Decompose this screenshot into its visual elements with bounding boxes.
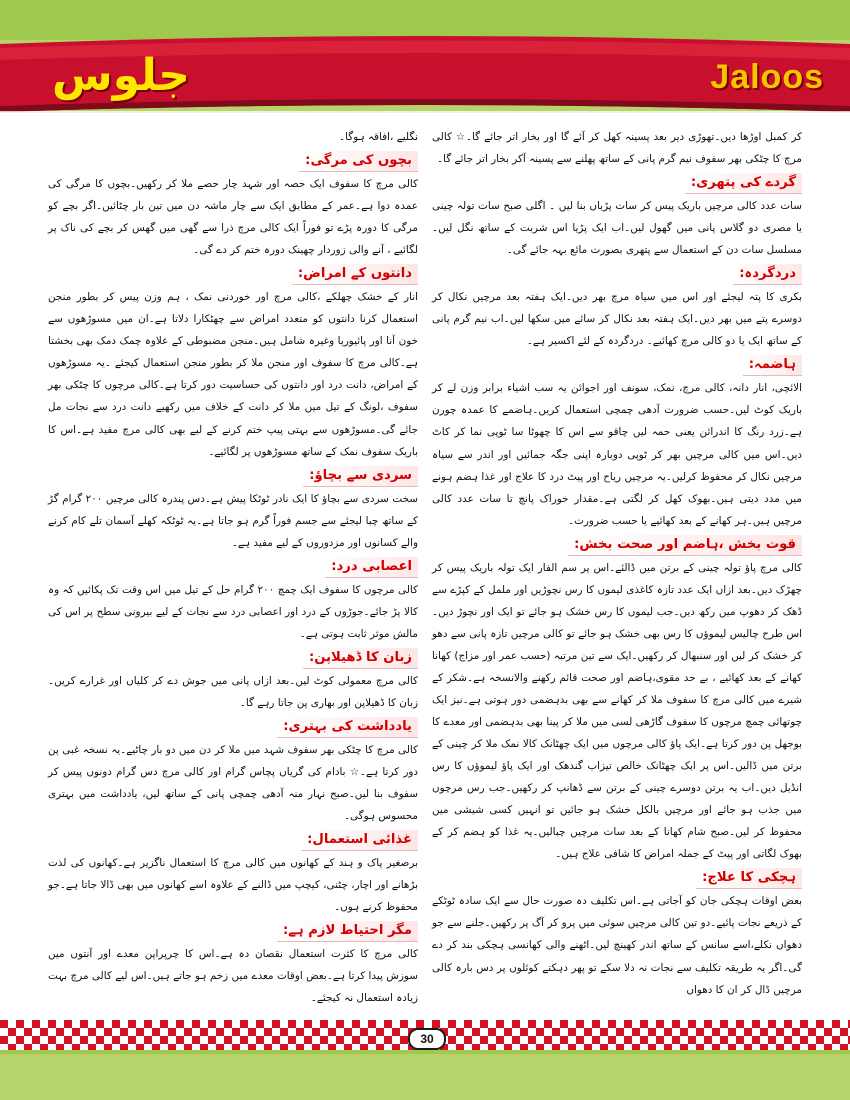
section-heading-text: غذائی استعمال:	[301, 830, 418, 851]
paragraph: کالی مرچوں کا سفوف ایک چمچ ۲۰۰ گرام حل کے تیل میں اس وقت تک پکائیں کہ وہ کالا پڑ جائے۔جوڑوں کے درد اور اعصابی درد سے نجات کے لیے بیرونی سطح پر اس کی مالش موثر ثابت ہوتی ہے۔	[48, 583, 418, 640]
paragraph: سات عدد کالی مرچیں باریک پیس کر سات پڑیاں بنا لیں ۔ اگلی صبح سات تولہ چینی یا مصری دو گلاس پانی میں گھول لیں۔اب ایک پڑیا اس شربت کے ساتھ نگل لیں۔مسلسل سات دن کے استعمال سے پتھری بصورت مائع بہہ جائے گی۔	[432, 200, 802, 257]
section-heading	[432, 535, 802, 556]
section-heading-text: بچوں کی مرگی:	[299, 151, 418, 172]
section-heading-text: دردگردہ:	[733, 264, 802, 285]
section-heading-text: زبان کا ڈھیلاپن:	[303, 648, 418, 669]
section-heading	[48, 717, 418, 738]
section-heading	[432, 868, 802, 889]
section-heading-text: یادداشت کی بہتری:	[277, 717, 418, 738]
section-heading-text: قوت بخش ،ہاضم اور صحت بخش:	[568, 535, 802, 556]
article-column-left	[48, 126, 418, 1009]
section-heading	[432, 264, 802, 285]
section-heading-text: سردی سے بچاؤ:	[303, 466, 418, 487]
section-heading-text: دانتوں کے امراض:	[292, 264, 418, 285]
paragraph: نگلیے ،افاقہ ہوگا۔	[339, 131, 418, 143]
section-heading	[432, 173, 802, 194]
page-number: 30	[408, 1028, 446, 1050]
section-heading-text: ہچکی کا علاج:	[696, 868, 802, 889]
magazine-logo-english: Jaloos	[710, 58, 824, 96]
paragraph: انار کے خشک چھلکے ،کالی مرچ اور خوردنی نمک ، ہم وزن پیس کر بطور منجن استعمال کرنا دانتوں کو متعدد امراض سے چھٹکارا دلاتا ہے۔ان میں مسوڑھوں سے خون آنا اور پائیوریا وغیرہ شامل ہیں۔منجن مضبوطی کے علاوہ چمک دمک بھی بخشتا ہے۔کالی مرچ کا سفوف اور منجن ملا کر بطور منجن استعمال کیجئے ۔یہ مسوڑھوں کے امراض، دانت درد اور دانتوں کی حساسیت دور کرتا ہے۔کالی مرچوں کا چٹکی بھر سفوف ،لونگ کے تیل میں ملا کر دانت کے خلاف میں رکھیے دانت درد سے نجات مل جائے گی۔مسوڑھوں سے بہتی پیپ ختم کرنے کے لیے بھی کالی مرچ مفید ہے۔اس کا باریک سفوف نمک کے ساتھ مسوڑھوں پر لگائیے۔	[48, 291, 418, 458]
paragraph: کالی مرچ کا چٹکی بھر سفوف شہد میں ملا کر دن میں دو بار چاٹیے۔یہ نسخہ غبی پن دور کرتا ہے۔☆ بادام کی گریاں پچاس گرام اور کالی مرچ دس گرام دونوں پیس کر سفوف بنا لیں۔صبح نہار منہ آدھی چمچی پانی کے ساتھ لیں، یادداشت میں بہتری محسوس ہوگی۔	[48, 743, 418, 823]
section-heading-text: اعصابی درد:	[325, 557, 418, 578]
section-heading	[48, 921, 418, 942]
paragraph: الائچی، انار دانہ، کالی مرچ، نمک، سونف اور اجوائن یہ سب اشیاء برابر وزن لے کر باریک کوٹ لیں۔حسب ضرورت آدھی چمچی استعمال کریں۔ہاضمے کا عمدہ چورن ہے۔زرد رنگ کا اندرائن یعنی حمہ لیں چاقو سے اس کا چھوٹا سا ٹوپی نما کر کاٹ دیں۔اس میں کالی مرچیں بھر کر ٹوپی دوبارہ اپنی جگہ جمائیں اور اندر سے سیاہ مرچیں نکال کر محفوظ کرلیں۔یہ مرچیں ریاح اور پیٹ درد کا علاج اور غذا ہضم ہونے میں مدد دیتی ہیں۔بھوک کھل کر لگتی ہے۔مقدار خوراک پانچ تا سات عدد کالی مرچیں ہیں۔ہر کھانے کے بعد کھائیے یا حسب ضرورت۔	[432, 382, 802, 527]
paragraph: بعض اوقات ہچکی جان کو آجاتی ہے۔اس تکلیف دہ صورت حال سے ایک سادہ ٹوٹکے کے ذریعے نجات پائیے۔دو تین کالی مرچیں سوئی میں پرو کر آگ پر رکھیں۔جلنے سے جو دھواں نکلے،اسے سانس کے ساتھ اندر کھینچ لیں۔اٹھنے والی کھانسی ہچکی بند کر دے گی۔اگر یہ طریقہ تکلیف سے نجات نہ دلا سکے تو پھر دہکتے کوئلوں پر دس بارہ کالی مرچیں ڈال کر ان کا دھواں	[432, 895, 802, 996]
paragraph: بکری کا پتہ لیجئے اور اس میں سیاہ مرچ بھر دیں۔ایک ہفتہ بعد مرچیں نکال کر دوسرے پتے میں بھر دیں۔ایک ہفتہ بعد نکال کر سائے میں سکھا لیں۔اب نیم گرم پانی کے ساتھ ایک یا دو کالی مرچ کھائیے۔ دردگردہ کے لئے اکسیر ہے۔	[432, 291, 802, 348]
paragraph: سخت سردی سے بچاؤ کا ایک نادر ٹوٹکا پیش ہے۔دس پندرہ کالی مرچیں ۲۰۰ گرام گڑ کے ساتھ چبا لیجئے سے جسم فوراً گرم ہو جاتا ہے۔یہ ٹوٹکہ کھلے آسمان تلے کام کرنے والے کسانوں اور مزدوروں کے لیے مفید ہے۔	[48, 492, 418, 549]
paragraph: کالی مرچ پاؤ تولہ چینی کے برتن میں ڈالئے۔اس پر سم الفار ایک تولہ باریک پیس کر چھڑک دیں۔بعد ازاں ایک عدد تازہ کاغذی لیموں کا رس نچوڑیں اور ململ کے کپڑے سے ڈھک کر دھوپ میں رکھ دیں۔جب لیموں کا رس خشک ہو جائے تو ایک اور نچوڑ دیں۔اس طرح چالیس لیموؤں کا رس بھی خشک ہو جائے تو کالی مرچیں تازہ پانی سے دھو کر خشک کر لیں اور سنبھال کر رکھیں۔ایک سے تین مرتبہ (حسب عمر اور مزاج) کھانا کھانے کے بعد کھائیے ، بے حد مقوی،ہاضم اور صحت قائم رکھنے والانسخہ ہے۔شکر کے شیرے میں کالی مرچ کا سفوف ملا کر کھانے سے بھی بدہضمی دور ہوتی ہے۔نیز ایک چوتھائی چمچ مرچوں کا سفوف گاڑھی لسی میں ملا کر پینا بھی بدہضمی اور معدے کا بوجھل پن دور کرتا ہے۔ایک پاؤ کالی مرچوں میں ایک چھٹانک کالا نمک ملا کر چینی کے برتن میں ڈالیں۔اس پر ایک چھٹانک خالص تیزاب گندھک اور ایک پاؤ لیموؤں کا رس انڈیل دیں۔اب یہ برتن دوسرے چینی کے برتن سے ڈھانپ کر رکھیں۔جب رس مرچوں میں جذب ہو جائے اور مرچیں بالکل خشک ہو جائیں تو انہیں کسی شیشی میں محفوظ کر لیں۔صبح شام کھانا کے بعد سات مرچیں چبالیں۔یہ غذا کو ہضم کر کے بھوک لگاتی اور پیٹ کے جملہ امراض کا شافی علاج ہیں۔	[432, 561, 802, 861]
section-heading	[48, 557, 418, 578]
paragraph: برصغیر پاک و ہند کے کھانوں میں کالی مرچ کا استعمال ناگزیر ہے۔کھانوں کی لذت بڑھانے اور اچار، چٹنی، کیچپ میں ڈالنے کے علاوہ اسے کھانوں میں بھی ڈالا جاتا ہے۔جو محفوظ کرنے ہوں۔	[48, 857, 418, 914]
section-heading-text: گردے کی پتھری:	[685, 173, 802, 194]
section-heading-text: ہاضمہ:	[743, 355, 802, 376]
paragraph: کالی مرچ معمولی کوٹ لیں۔بعد ازاں پانی میں جوش دے کر کلیاں اور غرارے کریں۔زبان کا ڈھیلاپن اور بھاری پن جاتا رہے گا۔	[48, 674, 418, 709]
magazine-logo-urdu: جلوس	[52, 50, 190, 101]
paragraph: کر کمبل اوڑھا دیں۔تھوڑی دیر بعد پسینہ کھل کر آئے گا اور بخار اتر جائے گا۔☆ کالی مرچ کا چٹکی بھر سفوف نیم گرم پانی کے ساتھ پھلنے سے پسینہ آکر بخار اتر جائے گا۔	[432, 131, 802, 166]
section-heading	[48, 466, 418, 487]
section-heading	[432, 355, 802, 376]
section-heading	[48, 264, 418, 285]
paragraph: کالی مرچ کا سفوف ایک حصہ اور شہد چار حصے ملا کر رکھیں۔بچوں کا مرگی کی عمدہ دوا ہے۔عمر کے مطابق ایک سے چار ماشہ دن میں تین بار چٹائیں۔اگر بچے کو مرگی کا دورہ پڑے تو فوراً ایک کالی مرچ ذرا سے گھی میں گھس کر بچے کی ناک پر لگائیے ، آنے والی زوردار چھینک دورہ ختم کر دے گی۔	[48, 178, 418, 257]
section-heading	[48, 151, 418, 172]
paragraph: کالی مرچ کا کثرت استعمال نقصان دہ ہے۔اس کا چرپراپن معدے اور آنتوں میں سوزش پیدا کرتا ہے۔بعض اوقات معدے میں زخم ہو جاتے ہیں۔اس لیے کالی مرچ بہت زیادہ استعمال نہ کیجئے۔	[48, 948, 418, 1005]
section-heading	[48, 648, 418, 669]
section-heading-text: مگر احتیاط لازم ہے:	[277, 921, 418, 942]
section-heading	[48, 830, 418, 851]
article-column-right	[432, 126, 802, 1001]
